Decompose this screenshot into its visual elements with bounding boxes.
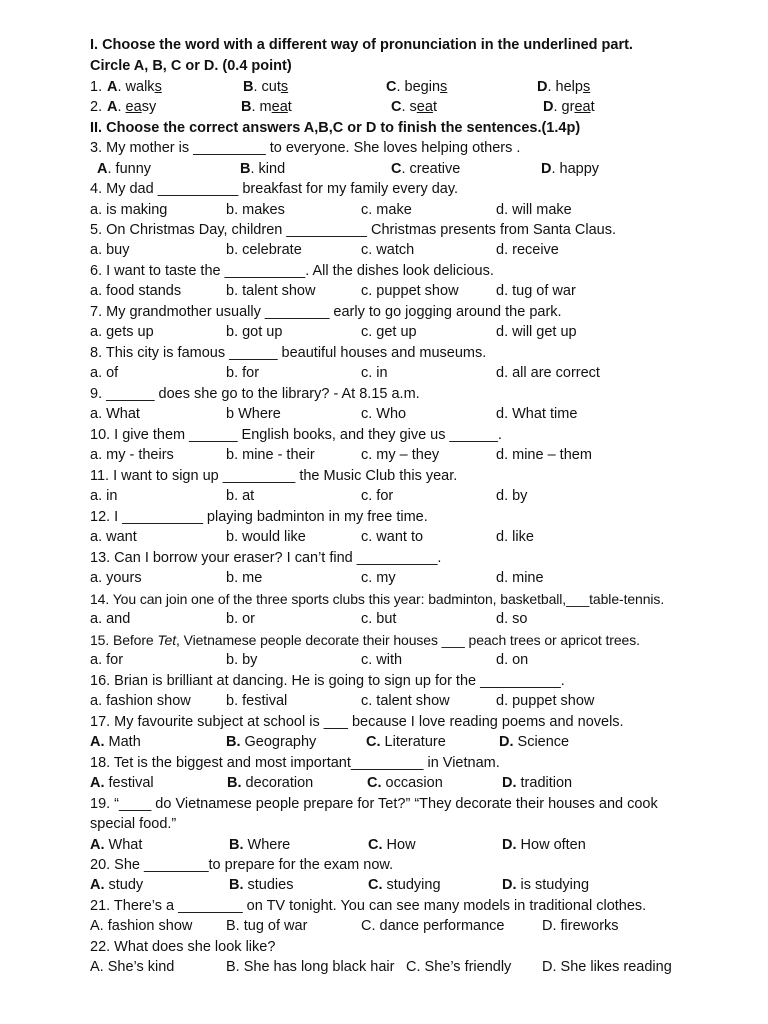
question-5: 5. On Christmas Day, children __________ Christmas presents from Santa Claus. bbox=[90, 222, 617, 238]
question-20: 20. She ________to prepare for the exam now. bbox=[90, 857, 394, 873]
section-2-title: II. Choose the correct answers A,B,C or D to finish the sentences.(1.4p) bbox=[90, 120, 581, 136]
question-6-options bbox=[90, 281, 748, 302]
question-9-options bbox=[90, 404, 748, 425]
question-6: 6. I want to taste the __________. All the dishes look delicious. bbox=[90, 263, 494, 279]
option-d: d. puppet show bbox=[496, 693, 595, 709]
option-c: c. but bbox=[361, 611, 397, 627]
question-12: 12. I __________ playing badminton in my free time. bbox=[90, 509, 428, 525]
option-c: c. puppet show bbox=[361, 283, 459, 299]
option-b: b. got up bbox=[226, 324, 283, 340]
option-b: b. talent show bbox=[226, 283, 316, 299]
option-a: A. fashion show bbox=[90, 918, 193, 934]
question-2-options bbox=[90, 97, 748, 118]
option-a: a. in bbox=[90, 488, 118, 504]
option-a: A. walks bbox=[107, 79, 162, 95]
option-b: b. mine - their bbox=[226, 447, 315, 463]
option-b: B. decoration bbox=[227, 775, 314, 791]
question-21: 21. There’s a ________ on TV tonight. You can see many models in traditional clothes. bbox=[90, 898, 647, 914]
option-c: c. Who bbox=[361, 406, 407, 422]
option-b: b. celebrate bbox=[226, 242, 302, 258]
question-1-options bbox=[90, 77, 748, 98]
question-20-options bbox=[90, 875, 748, 896]
question-16-options bbox=[90, 691, 748, 712]
option-c: c. in bbox=[361, 365, 388, 381]
question-15: 15. Before Tet, Vietnamese people decorate their houses ___ peach trees or apricot trees. bbox=[90, 632, 640, 648]
option-a: a. and bbox=[90, 611, 131, 627]
option-a: a. yours bbox=[90, 570, 142, 586]
question-15-options bbox=[90, 650, 748, 671]
option-d: D. Science bbox=[499, 734, 570, 750]
question-22-options bbox=[90, 957, 748, 978]
option-a: a. is making bbox=[90, 202, 168, 218]
option-d: d. so bbox=[496, 611, 528, 627]
option-a: A. study bbox=[90, 877, 144, 893]
question-4-options bbox=[90, 200, 748, 221]
option-a: a. want bbox=[90, 529, 137, 545]
option-b: b Where bbox=[226, 406, 281, 422]
option-d: D. great bbox=[543, 99, 595, 115]
question-4: 4. My dad __________ breakfast for my family every day. bbox=[90, 181, 459, 197]
option-c: c. make bbox=[361, 202, 412, 218]
question-11: 11. I want to sign up _________ the Music Club this year. bbox=[90, 468, 458, 484]
question-14-options bbox=[90, 609, 748, 630]
option-c: C. Literature bbox=[366, 734, 446, 750]
option-c: C. creative bbox=[391, 161, 461, 177]
option-a: a. my - theirs bbox=[90, 447, 174, 463]
question-number: 1. bbox=[90, 79, 103, 95]
option-a: A. easy bbox=[107, 99, 157, 115]
option-b: b. me bbox=[226, 570, 263, 586]
option-d: d. What time bbox=[496, 406, 578, 422]
option-b: B. Geography bbox=[226, 734, 317, 750]
question-10: 10. I give them ______ English books, and they give us ______. bbox=[90, 427, 502, 443]
option-b: b. makes bbox=[226, 202, 285, 218]
question-19-options bbox=[90, 835, 748, 856]
option-d: D. happy bbox=[541, 161, 600, 177]
option-c: C. dance performance bbox=[361, 918, 505, 934]
option-c: C. seat bbox=[391, 99, 437, 115]
option-c: c. for bbox=[361, 488, 394, 504]
option-d: d. receive bbox=[496, 242, 559, 258]
question-19: 19. “____ do Vietnamese people prepare for Tet?” “They decorate their houses and cook bbox=[90, 796, 658, 812]
question-8: 8. This city is famous ______ beautiful houses and museums. bbox=[90, 345, 487, 361]
option-a: A. What bbox=[90, 837, 143, 853]
question-8-options bbox=[90, 363, 748, 384]
option-d: D. fireworks bbox=[542, 918, 619, 934]
question-21-options bbox=[90, 916, 748, 937]
option-c: c. with bbox=[361, 652, 403, 668]
question-18-options bbox=[90, 773, 748, 794]
option-a: a. for bbox=[90, 652, 124, 668]
option-a: A. funny bbox=[97, 161, 152, 177]
option-d: d. all are correct bbox=[496, 365, 600, 381]
question-3-options bbox=[90, 159, 748, 180]
option-d: D. tradition bbox=[502, 775, 573, 791]
option-b: b. by bbox=[226, 652, 258, 668]
option-c: c. my bbox=[361, 570, 396, 586]
option-a: a. What bbox=[90, 406, 140, 422]
question-19-continued: special food.” bbox=[90, 816, 177, 832]
option-d: d. mine – them bbox=[496, 447, 592, 463]
option-b: B. Where bbox=[229, 837, 291, 853]
question-10-options bbox=[90, 445, 748, 466]
option-b: B. cuts bbox=[243, 79, 289, 95]
question-17-options bbox=[90, 732, 748, 753]
section-1-title: I. Choose the word with a different way of pronunciation in the underlined part. bbox=[90, 37, 633, 53]
option-b: B. She has long black hair bbox=[226, 959, 395, 975]
option-c: c. my – they bbox=[361, 447, 440, 463]
option-d: D. How often bbox=[502, 837, 586, 853]
question-11-options bbox=[90, 486, 748, 507]
option-c: C. How bbox=[368, 837, 416, 853]
question-9: 9. ______ does she go to the library? - At 8.15 a.m. bbox=[90, 386, 420, 402]
question-number: 2. bbox=[90, 99, 103, 115]
section-1-instructions: Circle A, B, C or D. (0.4 point) bbox=[90, 58, 292, 74]
option-b: B. kind bbox=[240, 161, 286, 177]
question-12-options bbox=[90, 527, 748, 548]
option-b: b. or bbox=[226, 611, 256, 627]
option-d: D. is studying bbox=[502, 877, 590, 893]
option-c: C. She’s friendly bbox=[406, 959, 512, 975]
option-d: d. mine bbox=[496, 570, 544, 586]
question-22: 22. What does she look like? bbox=[90, 939, 276, 955]
option-a: A. She’s kind bbox=[90, 959, 175, 975]
option-d: D. She likes reading bbox=[542, 959, 672, 975]
option-b: b. at bbox=[226, 488, 255, 504]
option-b: b. for bbox=[226, 365, 260, 381]
option-d: d. will get up bbox=[496, 324, 577, 340]
option-b: B. tug of war bbox=[226, 918, 308, 934]
option-b: B. studies bbox=[229, 877, 294, 893]
option-d: d. tug of war bbox=[496, 283, 576, 299]
option-c: c. get up bbox=[361, 324, 417, 340]
option-b: b. festival bbox=[226, 693, 288, 709]
option-c: c. want to bbox=[361, 529, 424, 545]
option-c: c. watch bbox=[361, 242, 415, 258]
question-3: 3. My mother is _________ to everyone. She loves helping others . bbox=[90, 140, 521, 156]
option-a: a. of bbox=[90, 365, 119, 381]
question-13-options bbox=[90, 568, 748, 589]
option-d: d. on bbox=[496, 652, 529, 668]
option-d: d. will make bbox=[496, 202, 572, 218]
option-a: A. Math bbox=[90, 734, 141, 750]
option-a: a. fashion show bbox=[90, 693, 191, 709]
option-d: D. helps bbox=[537, 79, 591, 95]
option-c: C. begins bbox=[386, 79, 448, 95]
option-a: a. buy bbox=[90, 242, 130, 258]
option-b: B. meat bbox=[241, 99, 292, 115]
option-c: C. studying bbox=[368, 877, 441, 893]
option-d: d. by bbox=[496, 488, 528, 504]
option-a: a. food stands bbox=[90, 283, 182, 299]
question-17: 17. My favourite subject at school is ___ because I love reading poems and novels. bbox=[90, 714, 624, 730]
option-a: A. festival bbox=[90, 775, 154, 791]
option-c: c. talent show bbox=[361, 693, 450, 709]
question-7-options bbox=[90, 322, 748, 343]
option-d: d. like bbox=[496, 529, 534, 545]
option-b: b. would like bbox=[226, 529, 306, 545]
question-7: 7. My grandmother usually ________ early to go jogging around the park. bbox=[90, 304, 562, 320]
option-a: a. gets up bbox=[90, 324, 154, 340]
question-13: 13. Can I borrow your eraser? I can’t find __________. bbox=[90, 550, 442, 566]
question-14: 14. You can join one of the three sports clubs this year: badminton, basketball,___table-tennis. bbox=[90, 591, 665, 607]
option-c: C. occasion bbox=[367, 775, 443, 791]
question-18: 18. Tet is the biggest and most important_________ in Vietnam. bbox=[90, 755, 500, 771]
question-5-options bbox=[90, 240, 748, 261]
question-16: 16. Brian is brilliant at dancing. He is going to sign up for the __________. bbox=[90, 673, 565, 689]
